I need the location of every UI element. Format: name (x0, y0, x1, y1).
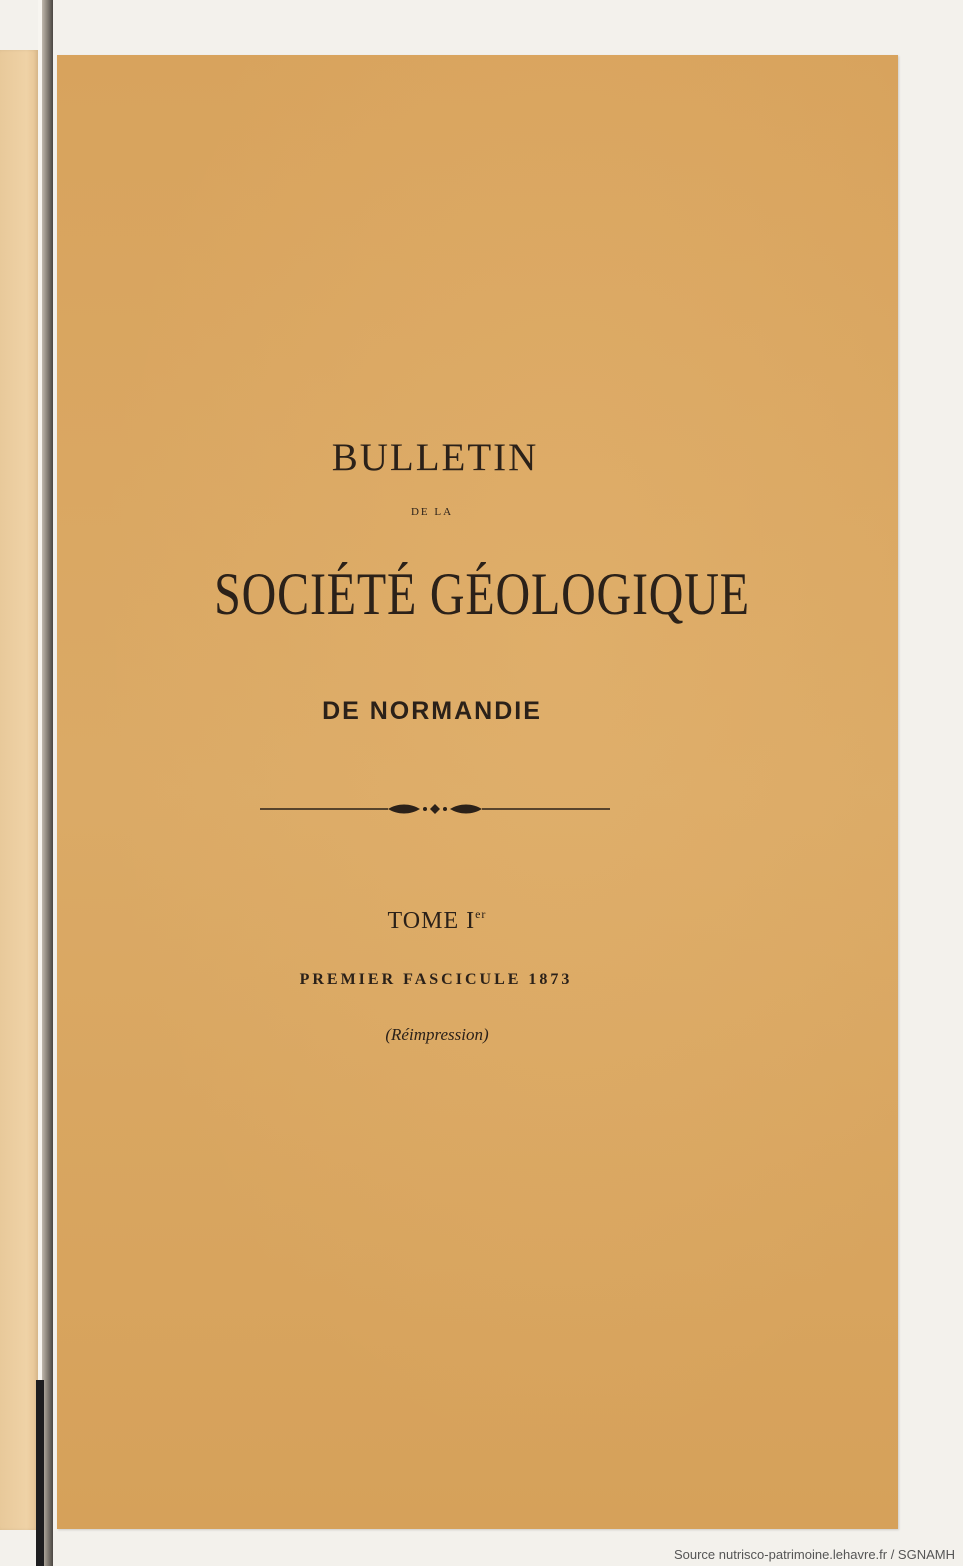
fascicule-line: PREMIER FASCICULE 1873 (299, 971, 573, 988)
ornament-divider-icon (260, 799, 610, 819)
tome-superscript: er (475, 907, 487, 921)
edition-note: (Réimpression) (385, 1025, 489, 1044)
cover-page (57, 55, 898, 1529)
title-connector: DE LA (410, 506, 454, 518)
previous-page-edge (0, 50, 38, 1530)
binding-shadow (36, 1380, 44, 1566)
tome-number: TOME Ier (387, 907, 487, 934)
society-name: SOCIÉTÉ GÉOLOGIQUE (214, 561, 750, 627)
source-credit: Source nutrisco-patrimoine.lehavre.fr / SGNAMH (673, 1547, 955, 1562)
bulletin-title: BULLETIN (331, 436, 539, 479)
region-name: DE NORMANDIE (322, 697, 542, 725)
book-gutter (42, 0, 53, 1566)
